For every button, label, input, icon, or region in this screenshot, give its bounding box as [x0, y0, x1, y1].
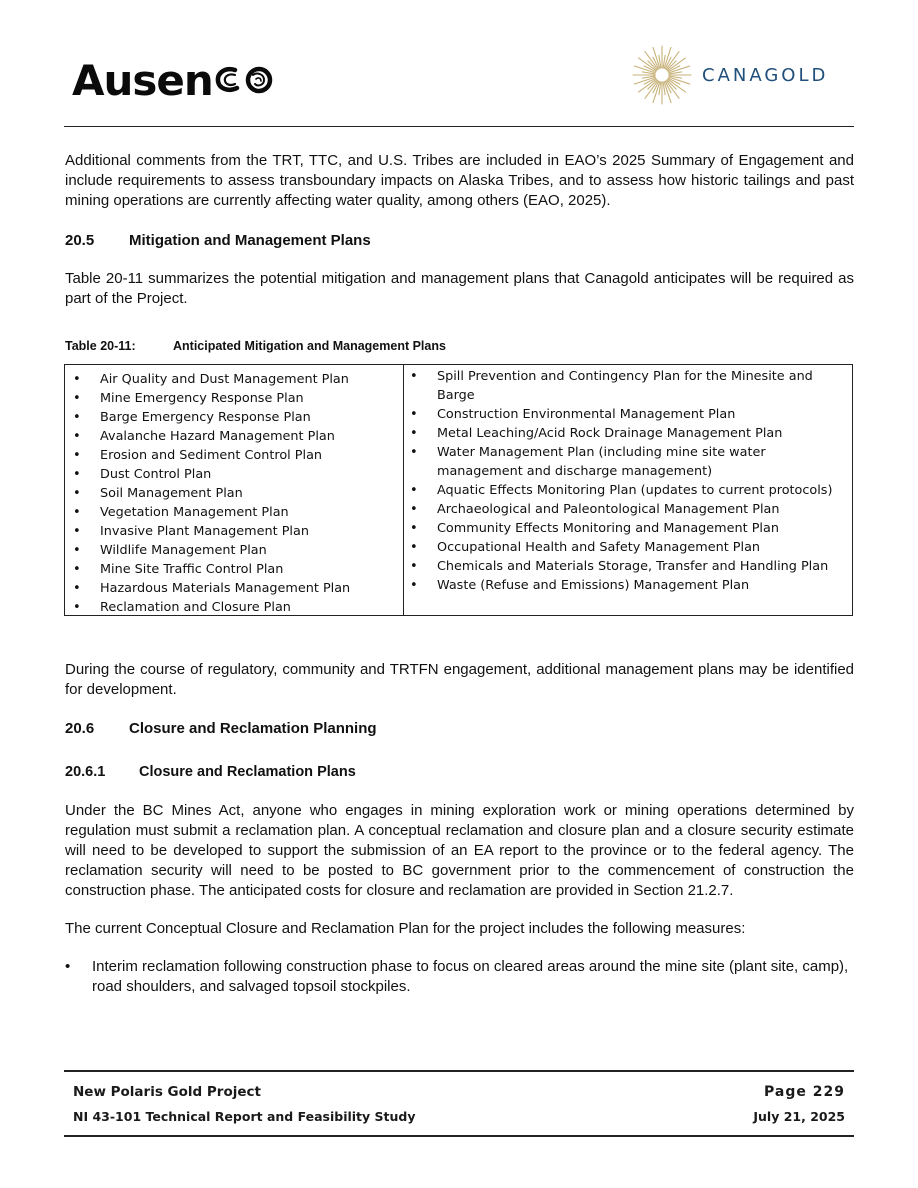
- plan-list-item: • Waste (Refuse and Emissions) Management Plan: [410, 576, 848, 595]
- footer-project-name: New Polaris Gold Project: [73, 1084, 261, 1100]
- plan-list-item: • Mine Emergency Response Plan: [73, 389, 393, 408]
- measure-text: Interim reclamation following construction phase to focus on cleared areas around the mine site (plant site, camp), road shoulders, and salvaged topsoil stockpiles.: [92, 958, 849, 995]
- section-title: Closure and Reclamation Plans: [139, 764, 356, 780]
- measure-list-item: [65, 957, 854, 997]
- footer-rule-top: [64, 1070, 854, 1072]
- footer-page-number: Page 229: [764, 1084, 845, 1100]
- plan-list-item: • Hazardous Materials Management Plan: [73, 579, 393, 598]
- plan-list-item: • Spill Prevention and Contingency Plan for the Minesite and Barge: [410, 367, 848, 405]
- plan-list-item: • Chemicals and Materials Storage, Transfer and Handling Plan: [410, 557, 848, 576]
- footer-rule-bottom: [64, 1135, 854, 1137]
- plans-right-column: [410, 367, 848, 595]
- section-title: Mitigation and Management Plans: [129, 232, 371, 249]
- plans-left-column: [73, 370, 393, 617]
- plan-list-item: • Metal Leaching/Acid Rock Drainage Management Plan: [410, 424, 848, 443]
- plan-list-item: • Invasive Plant Management Plan: [73, 522, 393, 541]
- plan-list-item: • Construction Environmental Management Plan: [410, 405, 848, 424]
- plan-list-item: • Water Management Plan (including mine site water management and discharge management): [410, 443, 848, 481]
- footer-report-title: NI 43-101 Technical Report and Feasibility Study: [73, 1109, 416, 1124]
- table-title: Anticipated Mitigation and Management Plans: [173, 339, 446, 353]
- ausenco-logo: [72, 56, 277, 105]
- after-table-paragraph: During the course of regulatory, community and TRTFN engagement, additional management plans may be identified for development.: [65, 661, 854, 698]
- table-label: Table 20-11:: [65, 339, 136, 353]
- plan-list-item: • Occupational Health and Safety Management Plan: [410, 538, 848, 557]
- plan-list-item: • Archaeological and Paleontological Management Plan: [410, 500, 848, 519]
- ausenco-swirl-icon: [213, 61, 277, 95]
- plan-list-item: • Mine Site Traffic Control Plan: [73, 560, 393, 579]
- canagold-logo-text: CANAGOLD: [702, 64, 829, 86]
- measures-intro: The current Conceptual Closure and Reclamation Plan for the project includes the following measures:: [65, 920, 746, 937]
- plan-list-item: • Reclamation and Closure Plan: [73, 598, 393, 617]
- section-20-5-paragraph: Table 20-11 summarizes the potential mitigation and management plans that Canagold anticipates will be required as part of the Project.: [65, 270, 854, 307]
- intro-paragraph: Additional comments from the TRT, TTC, and U.S. Tribes are included in EAO’s 2025 Summary of Engagement and include requirements to assess transboundary impacts on Alaska Tribes, and to assess how historic tailings and past mining operations are currently affecting water quality, among others (EAO, 2025).: [65, 152, 854, 209]
- footer-date: July 21, 2025: [753, 1109, 845, 1124]
- plan-list-item: • Aquatic Effects Monitoring Plan (updates to current protocols): [410, 481, 848, 500]
- header-rule: [64, 126, 854, 127]
- plan-list-item: • Avalanche Hazard Management Plan: [73, 427, 393, 446]
- section-20-6-1-paragraph: Under the BC Mines Act, anyone who engages in mining exploration work or mining operations determined by regulation must submit a reclamation plan. A conceptual reclamation and closure plan and a closure security estimate will need to be developed to support the submission of an EA report to the province or to the federal agency. The reclamation security will need to be posted to BC government prior to the commencement of construction the construction phase. The anticipated costs for closure and reclamation are provided in Section 21.2.7.: [65, 802, 854, 899]
- plans-table: [64, 364, 853, 616]
- plan-list-item: • Community Effects Monitoring and Management Plan: [410, 519, 848, 538]
- canagold-sunburst-icon: [632, 42, 692, 108]
- canagold-logo: [632, 42, 828, 108]
- section-heading-20-6: [65, 720, 377, 737]
- section-heading-20-6-1: [65, 764, 356, 780]
- plan-list-item: • Erosion and Sediment Control Plan: [73, 446, 393, 465]
- table-column-divider: [403, 365, 404, 615]
- plan-list-item: • Vegetation Management Plan: [73, 503, 393, 522]
- section-heading-20-5: [65, 232, 371, 249]
- section-title: Closure and Reclamation Planning: [129, 720, 377, 737]
- plan-list-item: • Dust Control Plan: [73, 465, 393, 484]
- ausenco-logo-text: Ausen: [72, 56, 213, 105]
- plan-list-item: • Soil Management Plan: [73, 484, 393, 503]
- section-number: 20.6.1: [65, 764, 106, 780]
- table-caption: [65, 339, 446, 353]
- bullet-icon: •: [65, 958, 71, 975]
- section-number: 20.5: [65, 232, 95, 249]
- section-number: 20.6: [65, 720, 95, 737]
- plan-list-item: • Wildlife Management Plan: [73, 541, 393, 560]
- plan-list-item: • Barge Emergency Response Plan: [73, 408, 393, 427]
- plan-list-item: • Air Quality and Dust Management Plan: [73, 370, 393, 389]
